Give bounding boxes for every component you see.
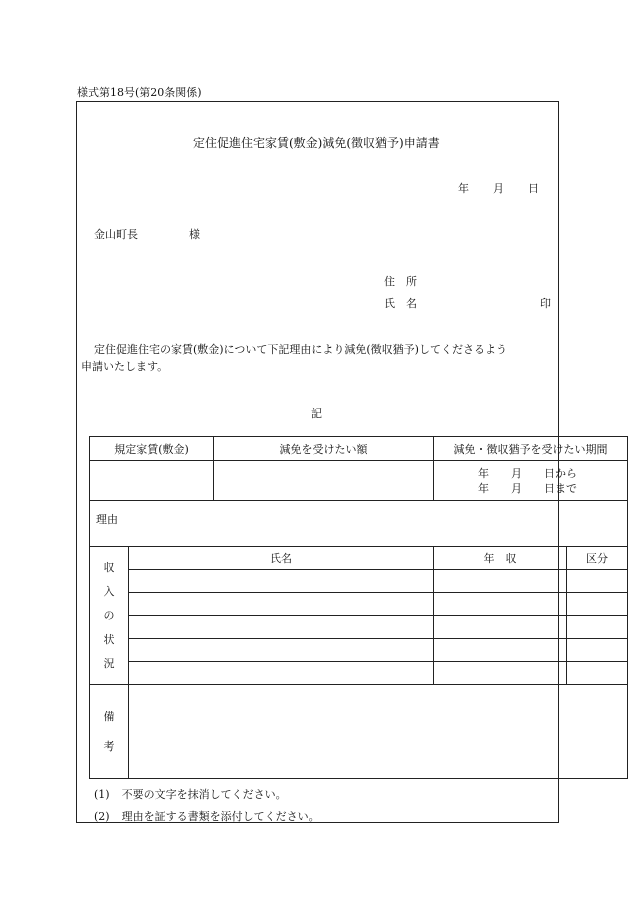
note-1: (1) 不要の文字を抹消してください。 bbox=[94, 788, 287, 801]
addressee-name: 金山町長 bbox=[94, 228, 138, 241]
income-row bbox=[90, 639, 628, 662]
reason-label: 理由 bbox=[96, 513, 118, 526]
income-row bbox=[90, 593, 628, 616]
name-label: 氏 名 bbox=[384, 297, 417, 310]
ki-heading: 記 bbox=[311, 407, 322, 420]
income-header-name: 氏名 bbox=[129, 547, 434, 570]
date-year: 年 bbox=[458, 182, 469, 195]
address-label: 住 所 bbox=[384, 275, 417, 288]
application-table bbox=[89, 436, 628, 779]
remarks-cell[interactable] bbox=[129, 685, 628, 779]
header-rent: 規定家賃(敷金) bbox=[90, 437, 214, 461]
income-row bbox=[90, 662, 628, 685]
reason-cell[interactable] bbox=[90, 501, 628, 547]
income-header-income: 年 収 bbox=[434, 547, 567, 570]
income-row bbox=[90, 616, 628, 639]
income-header-category: 区分 bbox=[567, 547, 628, 570]
form-title: 定住促進住宅家賃(敷金)減免(徴収猶予)申請書 bbox=[193, 136, 440, 150]
period-from: 年 月 日から bbox=[478, 466, 577, 480]
seal-mark: 印 bbox=[540, 297, 551, 310]
header-period: 減免・徴収猶予を受けたい期間 bbox=[434, 437, 628, 461]
header-amount: 減免を受けたい額 bbox=[214, 437, 434, 461]
amount-value-cell[interactable] bbox=[214, 461, 434, 501]
period-cell[interactable] bbox=[434, 461, 628, 501]
date-day: 日 bbox=[528, 182, 539, 195]
date-month: 月 bbox=[493, 182, 504, 195]
income-label: 収 入 の 状 況 bbox=[90, 547, 129, 685]
remarks-label: 備 考 bbox=[90, 685, 129, 779]
rent-value-cell[interactable] bbox=[90, 461, 214, 501]
addressee-honorific: 様 bbox=[189, 228, 200, 241]
note-2: (2) 理由を証する書類を添付してください。 bbox=[94, 810, 320, 823]
form-number: 様式第18号(第20条関係) bbox=[77, 86, 202, 99]
body-text-line1: 定住促進住宅の家賃(敷金)について下記理由により減免(徴収猶予)してくださるよう bbox=[94, 343, 507, 356]
period-to: 年 月 日まで bbox=[478, 481, 577, 495]
body-text-line2: 申請いたします。 bbox=[81, 360, 169, 373]
income-row bbox=[90, 570, 628, 593]
